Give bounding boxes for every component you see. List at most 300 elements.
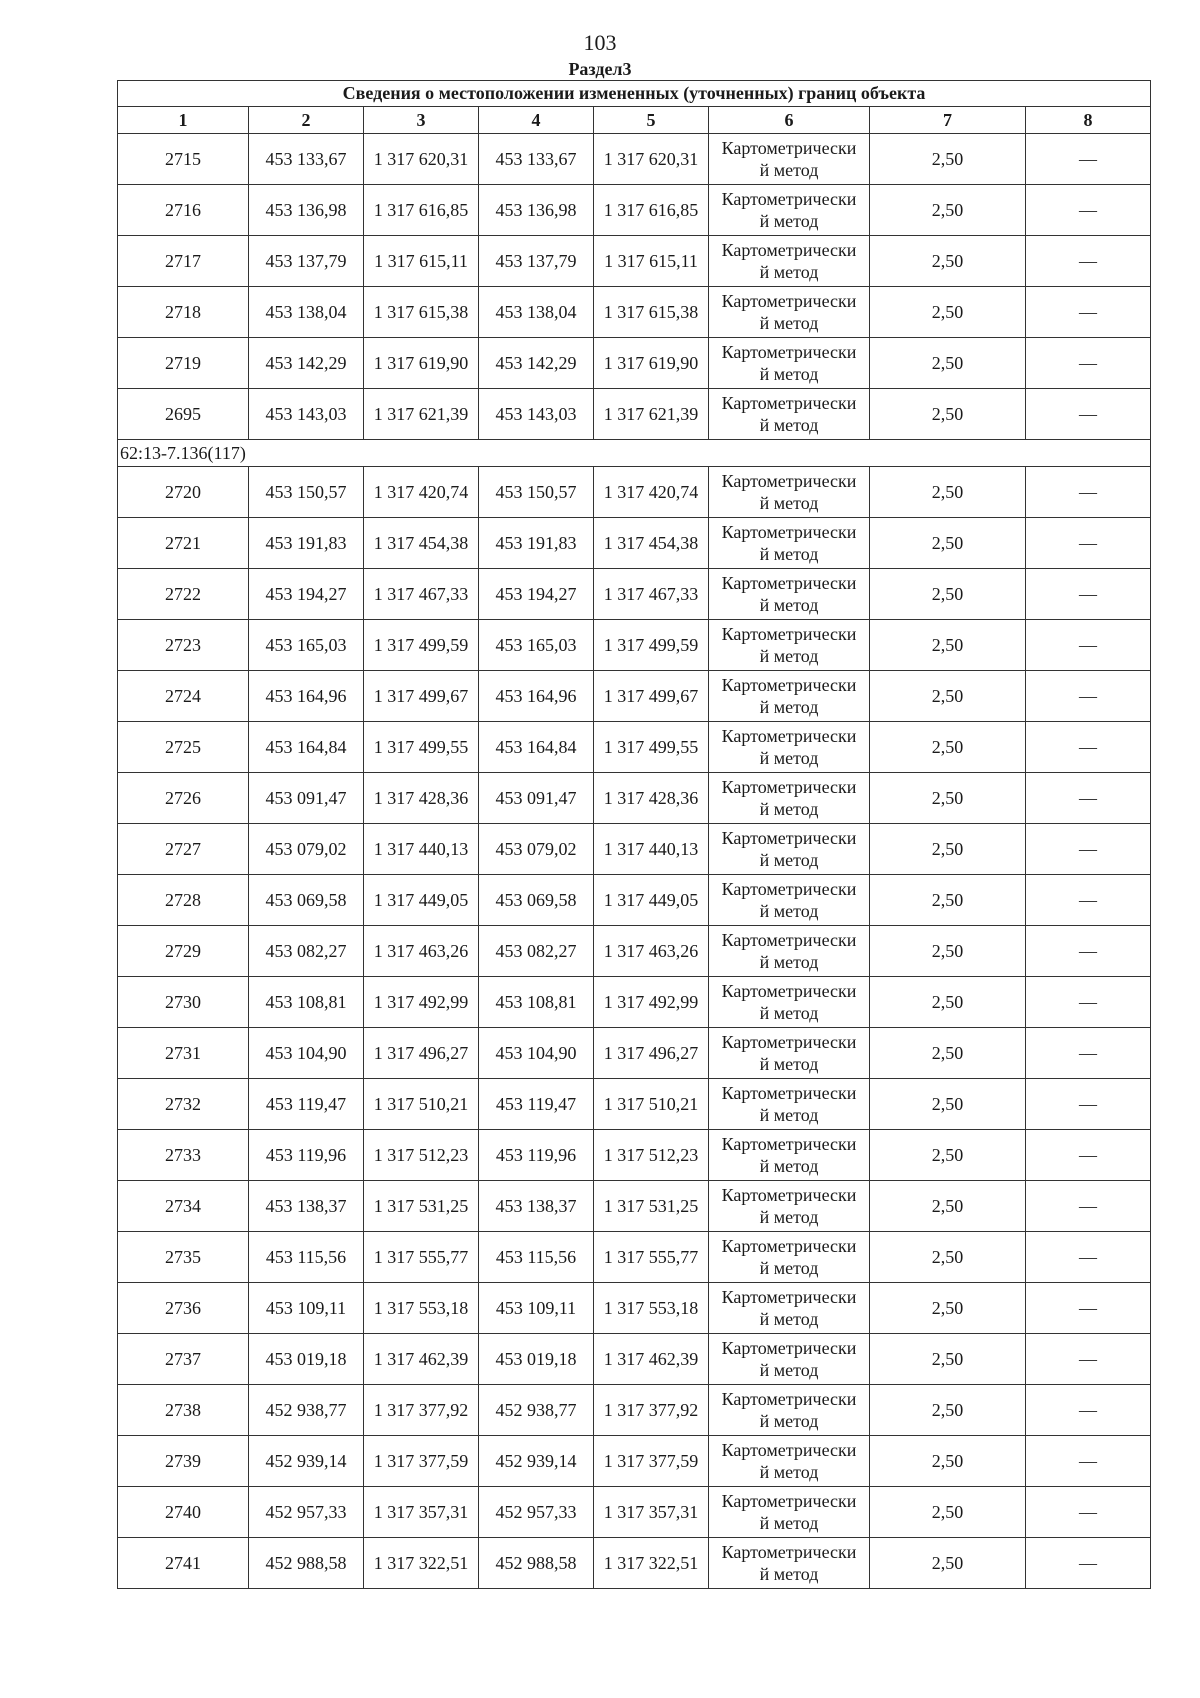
method-cell [709,1487,870,1538]
y-existing-cell: 1 317 454,38 [364,518,479,569]
column-header: 8 [1026,107,1151,134]
x-existing-cell: 452 938,77 [249,1385,364,1436]
x-new-cell: 453 079,02 [479,824,594,875]
accuracy-cell: 2,50 [870,926,1026,977]
y-new-cell: 1 317 454,38 [594,518,709,569]
x-new-cell: 453 150,57 [479,467,594,518]
y-new-cell: 1 317 620,31 [594,134,709,185]
accuracy-cell: 2,50 [870,569,1026,620]
x-existing-cell: 453 108,81 [249,977,364,1028]
column-header: 6 [709,107,870,134]
method-cell [709,236,870,287]
y-existing-cell: 1 317 499,67 [364,671,479,722]
x-new-cell: 453 109,11 [479,1283,594,1334]
method-cell [709,1538,870,1589]
table-row [118,773,1151,824]
method-line-1: Картометрически [721,1440,857,1460]
x-new-cell: 453 165,03 [479,620,594,671]
x-new-cell: 453 115,56 [479,1232,594,1283]
table-row [118,134,1151,185]
description-cell: — [1026,1232,1151,1283]
method-line-2: й метод [759,799,819,819]
method-cell [709,1334,870,1385]
method-line-1: Картометрически [721,189,857,209]
description-cell: — [1026,287,1151,338]
x-new-cell: 453 069,58 [479,875,594,926]
description-cell: — [1026,824,1151,875]
description-cell: — [1026,1385,1151,1436]
table-row [118,1028,1151,1079]
method-line-2: й метод [759,1309,819,1329]
point-number-cell: 2732 [118,1079,249,1130]
description-cell: — [1026,1436,1151,1487]
y-new-cell: 1 317 428,36 [594,773,709,824]
table-row [118,518,1151,569]
y-existing-cell: 1 317 420,74 [364,467,479,518]
description-cell: — [1026,518,1151,569]
y-existing-cell: 1 317 428,36 [364,773,479,824]
point-number-cell: 2741 [118,1538,249,1589]
method-line-1: Картометрически [721,675,857,695]
accuracy-cell: 2,50 [870,338,1026,389]
method-cell [709,134,870,185]
method-line-2: й метод [759,595,819,615]
column-header: 1 [118,107,249,134]
y-new-cell: 1 317 440,13 [594,824,709,875]
method-line-2: й метод [759,1258,819,1278]
column-header: 7 [870,107,1026,134]
table-row [118,977,1151,1028]
accuracy-cell: 2,50 [870,1436,1026,1487]
x-existing-cell: 453 019,18 [249,1334,364,1385]
method-line-2: й метод [759,1462,819,1482]
y-existing-cell: 1 317 499,59 [364,620,479,671]
table-row [118,467,1151,518]
x-existing-cell: 453 119,47 [249,1079,364,1130]
method-cell [709,185,870,236]
x-new-cell: 453 191,83 [479,518,594,569]
description-cell: — [1026,338,1151,389]
table-row [118,926,1151,977]
boundary-table [117,80,1151,1589]
method-line-2: й метод [759,850,819,870]
x-new-cell: 452 957,33 [479,1487,594,1538]
accuracy-cell: 2,50 [870,1181,1026,1232]
point-number-cell: 2738 [118,1385,249,1436]
method-line-2: й метод [759,1360,819,1380]
point-number-cell: 2719 [118,338,249,389]
y-existing-cell: 1 317 512,23 [364,1130,479,1181]
point-number-cell: 2723 [118,620,249,671]
table-row [118,1079,1151,1130]
x-existing-cell: 453 104,90 [249,1028,364,1079]
description-cell: — [1026,1028,1151,1079]
method-line-1: Картометрически [721,291,857,311]
point-number-cell: 2727 [118,824,249,875]
x-existing-cell: 453 142,29 [249,338,364,389]
y-new-cell: 1 317 615,38 [594,287,709,338]
method-line-2: й метод [759,1207,819,1227]
table-row [118,875,1151,926]
x-new-cell: 453 119,47 [479,1079,594,1130]
y-new-cell: 1 317 616,85 [594,185,709,236]
method-line-2: й метод [759,160,819,180]
table-row [118,1283,1151,1334]
point-number-cell: 2740 [118,1487,249,1538]
description-cell: — [1026,620,1151,671]
table-row [118,1334,1151,1385]
table-row [118,620,1151,671]
y-new-cell: 1 317 615,11 [594,236,709,287]
y-new-cell: 1 317 531,25 [594,1181,709,1232]
x-new-cell: 453 194,27 [479,569,594,620]
column-header: 4 [479,107,594,134]
x-existing-cell: 453 143,03 [249,389,364,440]
table-row [118,569,1151,620]
method-cell [709,467,870,518]
y-new-cell: 1 317 462,39 [594,1334,709,1385]
description-cell: — [1026,467,1151,518]
description-cell: — [1026,389,1151,440]
column-header: 5 [594,107,709,134]
x-existing-cell: 452 939,14 [249,1436,364,1487]
x-existing-cell: 453 138,04 [249,287,364,338]
description-cell: — [1026,773,1151,824]
method-line-2: й метод [759,544,819,564]
accuracy-cell: 2,50 [870,1028,1026,1079]
method-line-2: й метод [759,1003,819,1023]
y-existing-cell: 1 317 620,31 [364,134,479,185]
x-existing-cell: 452 988,58 [249,1538,364,1589]
method-cell [709,389,870,440]
method-line-1: Картометрически [721,726,857,746]
method-line-2: й метод [759,1156,819,1176]
method-line-1: Картометрически [721,1491,857,1511]
point-number-cell: 2718 [118,287,249,338]
accuracy-cell: 2,50 [870,185,1026,236]
y-new-cell: 1 317 463,26 [594,926,709,977]
x-new-cell: 453 136,98 [479,185,594,236]
method-line-1: Картометрически [721,981,857,1001]
x-existing-cell: 453 191,83 [249,518,364,569]
table-row [118,338,1151,389]
y-existing-cell: 1 317 463,26 [364,926,479,977]
x-new-cell: 452 939,14 [479,1436,594,1487]
accuracy-cell: 2,50 [870,1487,1026,1538]
y-new-cell: 1 317 510,21 [594,1079,709,1130]
x-existing-cell: 453 133,67 [249,134,364,185]
accuracy-cell: 2,50 [870,518,1026,569]
method-cell [709,722,870,773]
description-cell: — [1026,185,1151,236]
table-row [118,1130,1151,1181]
method-line-2: й метод [759,262,819,282]
table-body [118,134,1151,1589]
x-new-cell: 453 082,27 [479,926,594,977]
method-line-1: Картометрически [721,1542,857,1562]
accuracy-cell: 2,50 [870,389,1026,440]
y-existing-cell: 1 317 555,77 [364,1232,479,1283]
x-existing-cell: 453 165,03 [249,620,364,671]
x-existing-cell: 453 115,56 [249,1232,364,1283]
method-cell [709,875,870,926]
point-number-cell: 2722 [118,569,249,620]
section-title: Раздел3 [568,59,632,79]
method-line-2: й метод [759,1564,819,1584]
method-line-1: Картометрически [721,1338,857,1358]
column-header-row [118,107,1151,134]
table-row [118,1487,1151,1538]
table-caption-row [118,81,1151,107]
table-row [118,185,1151,236]
y-existing-cell: 1 317 440,13 [364,824,479,875]
table-row [118,1232,1151,1283]
x-existing-cell: 453 137,79 [249,236,364,287]
point-number-cell: 2731 [118,1028,249,1079]
description-cell: — [1026,1334,1151,1385]
y-new-cell: 1 317 553,18 [594,1283,709,1334]
y-existing-cell: 1 317 553,18 [364,1283,479,1334]
y-existing-cell: 1 317 619,90 [364,338,479,389]
method-line-1: Картометрически [721,1134,857,1154]
y-existing-cell: 1 317 377,92 [364,1385,479,1436]
x-existing-cell: 453 136,98 [249,185,364,236]
table-row [118,236,1151,287]
column-header: 3 [364,107,479,134]
accuracy-cell: 2,50 [870,1283,1026,1334]
y-new-cell: 1 317 499,59 [594,620,709,671]
x-new-cell: 453 133,67 [479,134,594,185]
method-line-2: й метод [759,901,819,921]
method-line-2: й метод [759,1411,819,1431]
description-cell: — [1026,671,1151,722]
x-new-cell: 453 091,47 [479,773,594,824]
table-caption: Сведения о местоположении измененных (уточненных) границ объекта [118,81,1151,107]
x-existing-cell: 453 069,58 [249,875,364,926]
method-cell [709,671,870,722]
point-number-cell: 2734 [118,1181,249,1232]
point-number-cell: 2739 [118,1436,249,1487]
description-cell: — [1026,1079,1151,1130]
y-existing-cell: 1 317 467,33 [364,569,479,620]
accuracy-cell: 2,50 [870,1232,1026,1283]
x-new-cell: 453 019,18 [479,1334,594,1385]
method-line-1: Картометрически [721,393,857,413]
y-new-cell: 1 317 619,90 [594,338,709,389]
x-existing-cell: 453 194,27 [249,569,364,620]
group-label: 62:13-7.136(117) [118,440,1151,467]
method-cell [709,338,870,389]
method-cell [709,1079,870,1130]
point-number-cell: 2735 [118,1232,249,1283]
method-cell [709,518,870,569]
description-cell: — [1026,722,1151,773]
point-number-cell: 2716 [118,185,249,236]
y-existing-cell: 1 317 531,25 [364,1181,479,1232]
method-cell [709,1436,870,1487]
y-new-cell: 1 317 621,39 [594,389,709,440]
y-existing-cell: 1 317 449,05 [364,875,479,926]
accuracy-cell: 2,50 [870,773,1026,824]
method-line-2: й метод [759,493,819,513]
x-new-cell: 453 108,81 [479,977,594,1028]
method-line-1: Картометрически [721,1389,857,1409]
accuracy-cell: 2,50 [870,287,1026,338]
method-line-2: й метод [759,211,819,231]
description-cell: — [1026,1487,1151,1538]
method-cell [709,287,870,338]
accuracy-cell: 2,50 [870,977,1026,1028]
y-existing-cell: 1 317 357,31 [364,1487,479,1538]
y-new-cell: 1 317 496,27 [594,1028,709,1079]
point-number-cell: 2721 [118,518,249,569]
method-line-2: й метод [759,697,819,717]
accuracy-cell: 2,50 [870,1130,1026,1181]
table-row [118,1385,1151,1436]
x-existing-cell: 453 091,47 [249,773,364,824]
method-line-2: й метод [759,364,819,384]
y-existing-cell: 1 317 615,38 [364,287,479,338]
method-line-1: Картометрически [721,828,857,848]
accuracy-cell: 2,50 [870,722,1026,773]
point-number-cell: 2737 [118,1334,249,1385]
table-row [118,722,1151,773]
point-number-cell: 2695 [118,389,249,440]
y-new-cell: 1 317 512,23 [594,1130,709,1181]
method-line-2: й метод [759,1105,819,1125]
method-cell [709,773,870,824]
x-new-cell: 453 138,37 [479,1181,594,1232]
method-line-1: Картометрически [721,240,857,260]
y-existing-cell: 1 317 377,59 [364,1436,479,1487]
method-line-1: Картометрически [721,342,857,362]
method-line-1: Картометрически [721,930,857,950]
description-cell: — [1026,1181,1151,1232]
accuracy-cell: 2,50 [870,1334,1026,1385]
method-line-1: Картометрически [721,1032,857,1052]
y-existing-cell: 1 317 615,11 [364,236,479,287]
x-new-cell: 453 137,79 [479,236,594,287]
y-existing-cell: 1 317 496,27 [364,1028,479,1079]
method-line-2: й метод [759,415,819,435]
x-existing-cell: 453 119,96 [249,1130,364,1181]
y-new-cell: 1 317 467,33 [594,569,709,620]
method-line-2: й метод [759,1054,819,1074]
x-existing-cell: 453 164,96 [249,671,364,722]
y-existing-cell: 1 317 462,39 [364,1334,479,1385]
method-line-1: Картометрически [721,522,857,542]
x-new-cell: 453 143,03 [479,389,594,440]
x-new-cell: 452 938,77 [479,1385,594,1436]
method-line-1: Картометрически [721,879,857,899]
x-existing-cell: 453 109,11 [249,1283,364,1334]
method-line-1: Картометрически [721,573,857,593]
description-cell: — [1026,236,1151,287]
y-new-cell: 1 317 357,31 [594,1487,709,1538]
method-cell [709,926,870,977]
y-new-cell: 1 317 492,99 [594,977,709,1028]
x-new-cell: 453 164,96 [479,671,594,722]
accuracy-cell: 2,50 [870,1538,1026,1589]
method-line-1: Картометрически [721,1185,857,1205]
y-existing-cell: 1 317 322,51 [364,1538,479,1589]
method-cell [709,1232,870,1283]
y-existing-cell: 1 317 499,55 [364,722,479,773]
group-row [118,440,1151,467]
accuracy-cell: 2,50 [870,620,1026,671]
x-new-cell: 453 104,90 [479,1028,594,1079]
method-cell [709,1181,870,1232]
method-line-1: Картометрически [721,1236,857,1256]
y-existing-cell: 1 317 621,39 [364,389,479,440]
description-cell: — [1026,977,1151,1028]
table-row [118,824,1151,875]
method-line-1: Картометрически [721,624,857,644]
x-existing-cell: 453 082,27 [249,926,364,977]
table-row [118,287,1151,338]
accuracy-cell: 2,50 [870,671,1026,722]
point-number-cell: 2730 [118,977,249,1028]
description-cell: — [1026,134,1151,185]
description-cell: — [1026,569,1151,620]
method-line-2: й метод [759,646,819,666]
y-new-cell: 1 317 322,51 [594,1538,709,1589]
y-existing-cell: 1 317 492,99 [364,977,479,1028]
x-new-cell: 452 988,58 [479,1538,594,1589]
point-number-cell: 2733 [118,1130,249,1181]
method-line-2: й метод [759,748,819,768]
x-existing-cell: 453 164,84 [249,722,364,773]
y-new-cell: 1 317 499,55 [594,722,709,773]
accuracy-cell: 2,50 [870,824,1026,875]
method-cell [709,1028,870,1079]
x-existing-cell: 453 138,37 [249,1181,364,1232]
y-new-cell: 1 317 555,77 [594,1232,709,1283]
x-new-cell: 453 164,84 [479,722,594,773]
method-cell [709,569,870,620]
x-existing-cell: 452 957,33 [249,1487,364,1538]
accuracy-cell: 2,50 [870,236,1026,287]
method-line-1: Картометрически [721,777,857,797]
point-number-cell: 2720 [118,467,249,518]
accuracy-cell: 2,50 [870,467,1026,518]
method-line-2: й метод [759,1513,819,1533]
y-new-cell: 1 317 377,92 [594,1385,709,1436]
method-line-1: Картометрически [721,1287,857,1307]
point-number-cell: 2736 [118,1283,249,1334]
description-cell: — [1026,1538,1151,1589]
method-cell [709,1283,870,1334]
method-line-1: Картометрически [721,1083,857,1103]
y-new-cell: 1 317 499,67 [594,671,709,722]
description-cell: — [1026,1283,1151,1334]
table-row [118,1538,1151,1589]
description-cell: — [1026,1130,1151,1181]
page-number: 103 [583,30,617,55]
column-header: 2 [249,107,364,134]
description-cell: — [1026,926,1151,977]
method-cell [709,824,870,875]
table-row [118,671,1151,722]
method-line-2: й метод [759,313,819,333]
description-cell: — [1026,875,1151,926]
method-cell [709,1385,870,1436]
method-line-2: й метод [759,952,819,972]
point-number-cell: 2729 [118,926,249,977]
method-cell [709,1130,870,1181]
y-existing-cell: 1 317 616,85 [364,185,479,236]
point-number-cell: 2715 [118,134,249,185]
